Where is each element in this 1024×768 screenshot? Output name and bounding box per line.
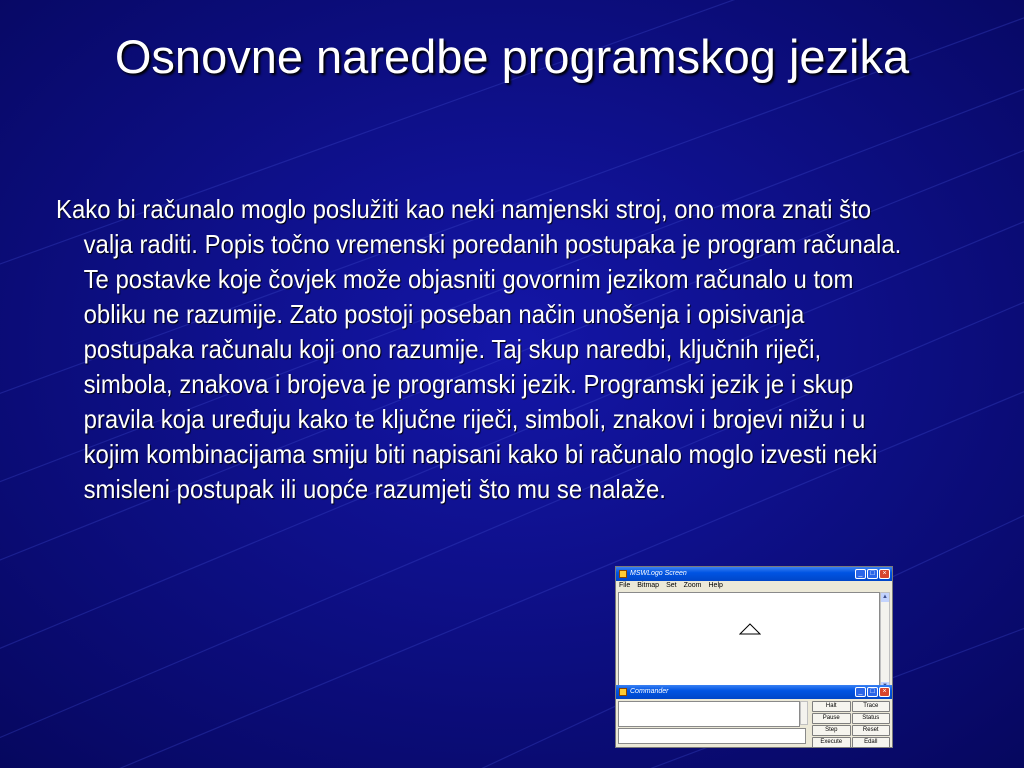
logo-window-screenshot [616, 567, 892, 747]
reset-button[interactable]: Reset [852, 725, 891, 736]
commander-scrollbar[interactable] [800, 701, 808, 725]
execute-button[interactable]: Execute [812, 737, 851, 748]
menu-bitmap[interactable]: Bitmap [637, 582, 660, 589]
turtle-icon [739, 623, 761, 635]
commander-input[interactable] [618, 728, 806, 744]
menu-zoom[interactable]: Zoom [683, 582, 702, 589]
pause-button[interactable]: Pause [812, 713, 851, 724]
status-button[interactable]: Status [852, 713, 891, 724]
halt-button[interactable]: Halt [812, 701, 851, 712]
trace-button[interactable]: Trace [852, 701, 891, 712]
menu-help[interactable]: Help [708, 582, 723, 589]
maximize-icon[interactable]: □ [867, 569, 878, 579]
turtle-canvas[interactable] [618, 592, 880, 694]
commander-maximize-icon[interactable]: □ [867, 687, 878, 697]
logo-window-title: MSWLogo Screen [630, 570, 687, 577]
slide-title: Osnovne naredbe programskog jezika [114, 30, 910, 83]
step-button[interactable]: Step [812, 725, 851, 736]
commander-title: Commander [630, 688, 669, 695]
slide-body-text: Kako bi računalo moglo poslužiti kao neki namjenski stroj, ono mora znati što valja raditi. Popis točno vremenski poredanih postupaka je program računala. Te postavke koje čovjek može objasniti govornim jezikom računalo u tom obliku ne razumije. Zato postoji poseban način unošenja i opisivanja postupaka računalu koji ono razumije. Taj skup naredbi, ključnih riječi, simbola, znakova i brojeva je programski jezik. Programski jezik je i skup pravila koja uređuju kako te ključne riječi, simboli, znakovi i brojevi nižu i u kojim kombinacijama smiju biti napisani kako bi računalo moglo izvesti neki smisleni postupak ili uopće razumjeti što mu se nalaže. [56, 194, 902, 504]
commander-buttons [812, 701, 890, 748]
close-icon[interactable]: × [879, 569, 890, 579]
logo-titlebar [616, 567, 892, 581]
menu-set[interactable]: Set [666, 582, 677, 589]
commander-history[interactable] [618, 701, 800, 727]
commander-titlebar [616, 685, 892, 699]
canvas-vertical-scrollbar[interactable] [880, 592, 890, 692]
logo-app-icon [619, 570, 627, 578]
commander-close-icon[interactable]: × [879, 687, 890, 697]
commander-minimize-icon[interactable]: _ [855, 687, 866, 697]
edall-button[interactable]: Edall [852, 737, 891, 748]
menu-file[interactable]: File [619, 582, 631, 589]
logo-menubar [616, 581, 892, 591]
commander-window [616, 685, 892, 747]
commander-app-icon [619, 688, 627, 696]
scroll-up-icon[interactable]: ▲ [882, 594, 888, 600]
minimize-icon[interactable]: _ [855, 569, 866, 579]
